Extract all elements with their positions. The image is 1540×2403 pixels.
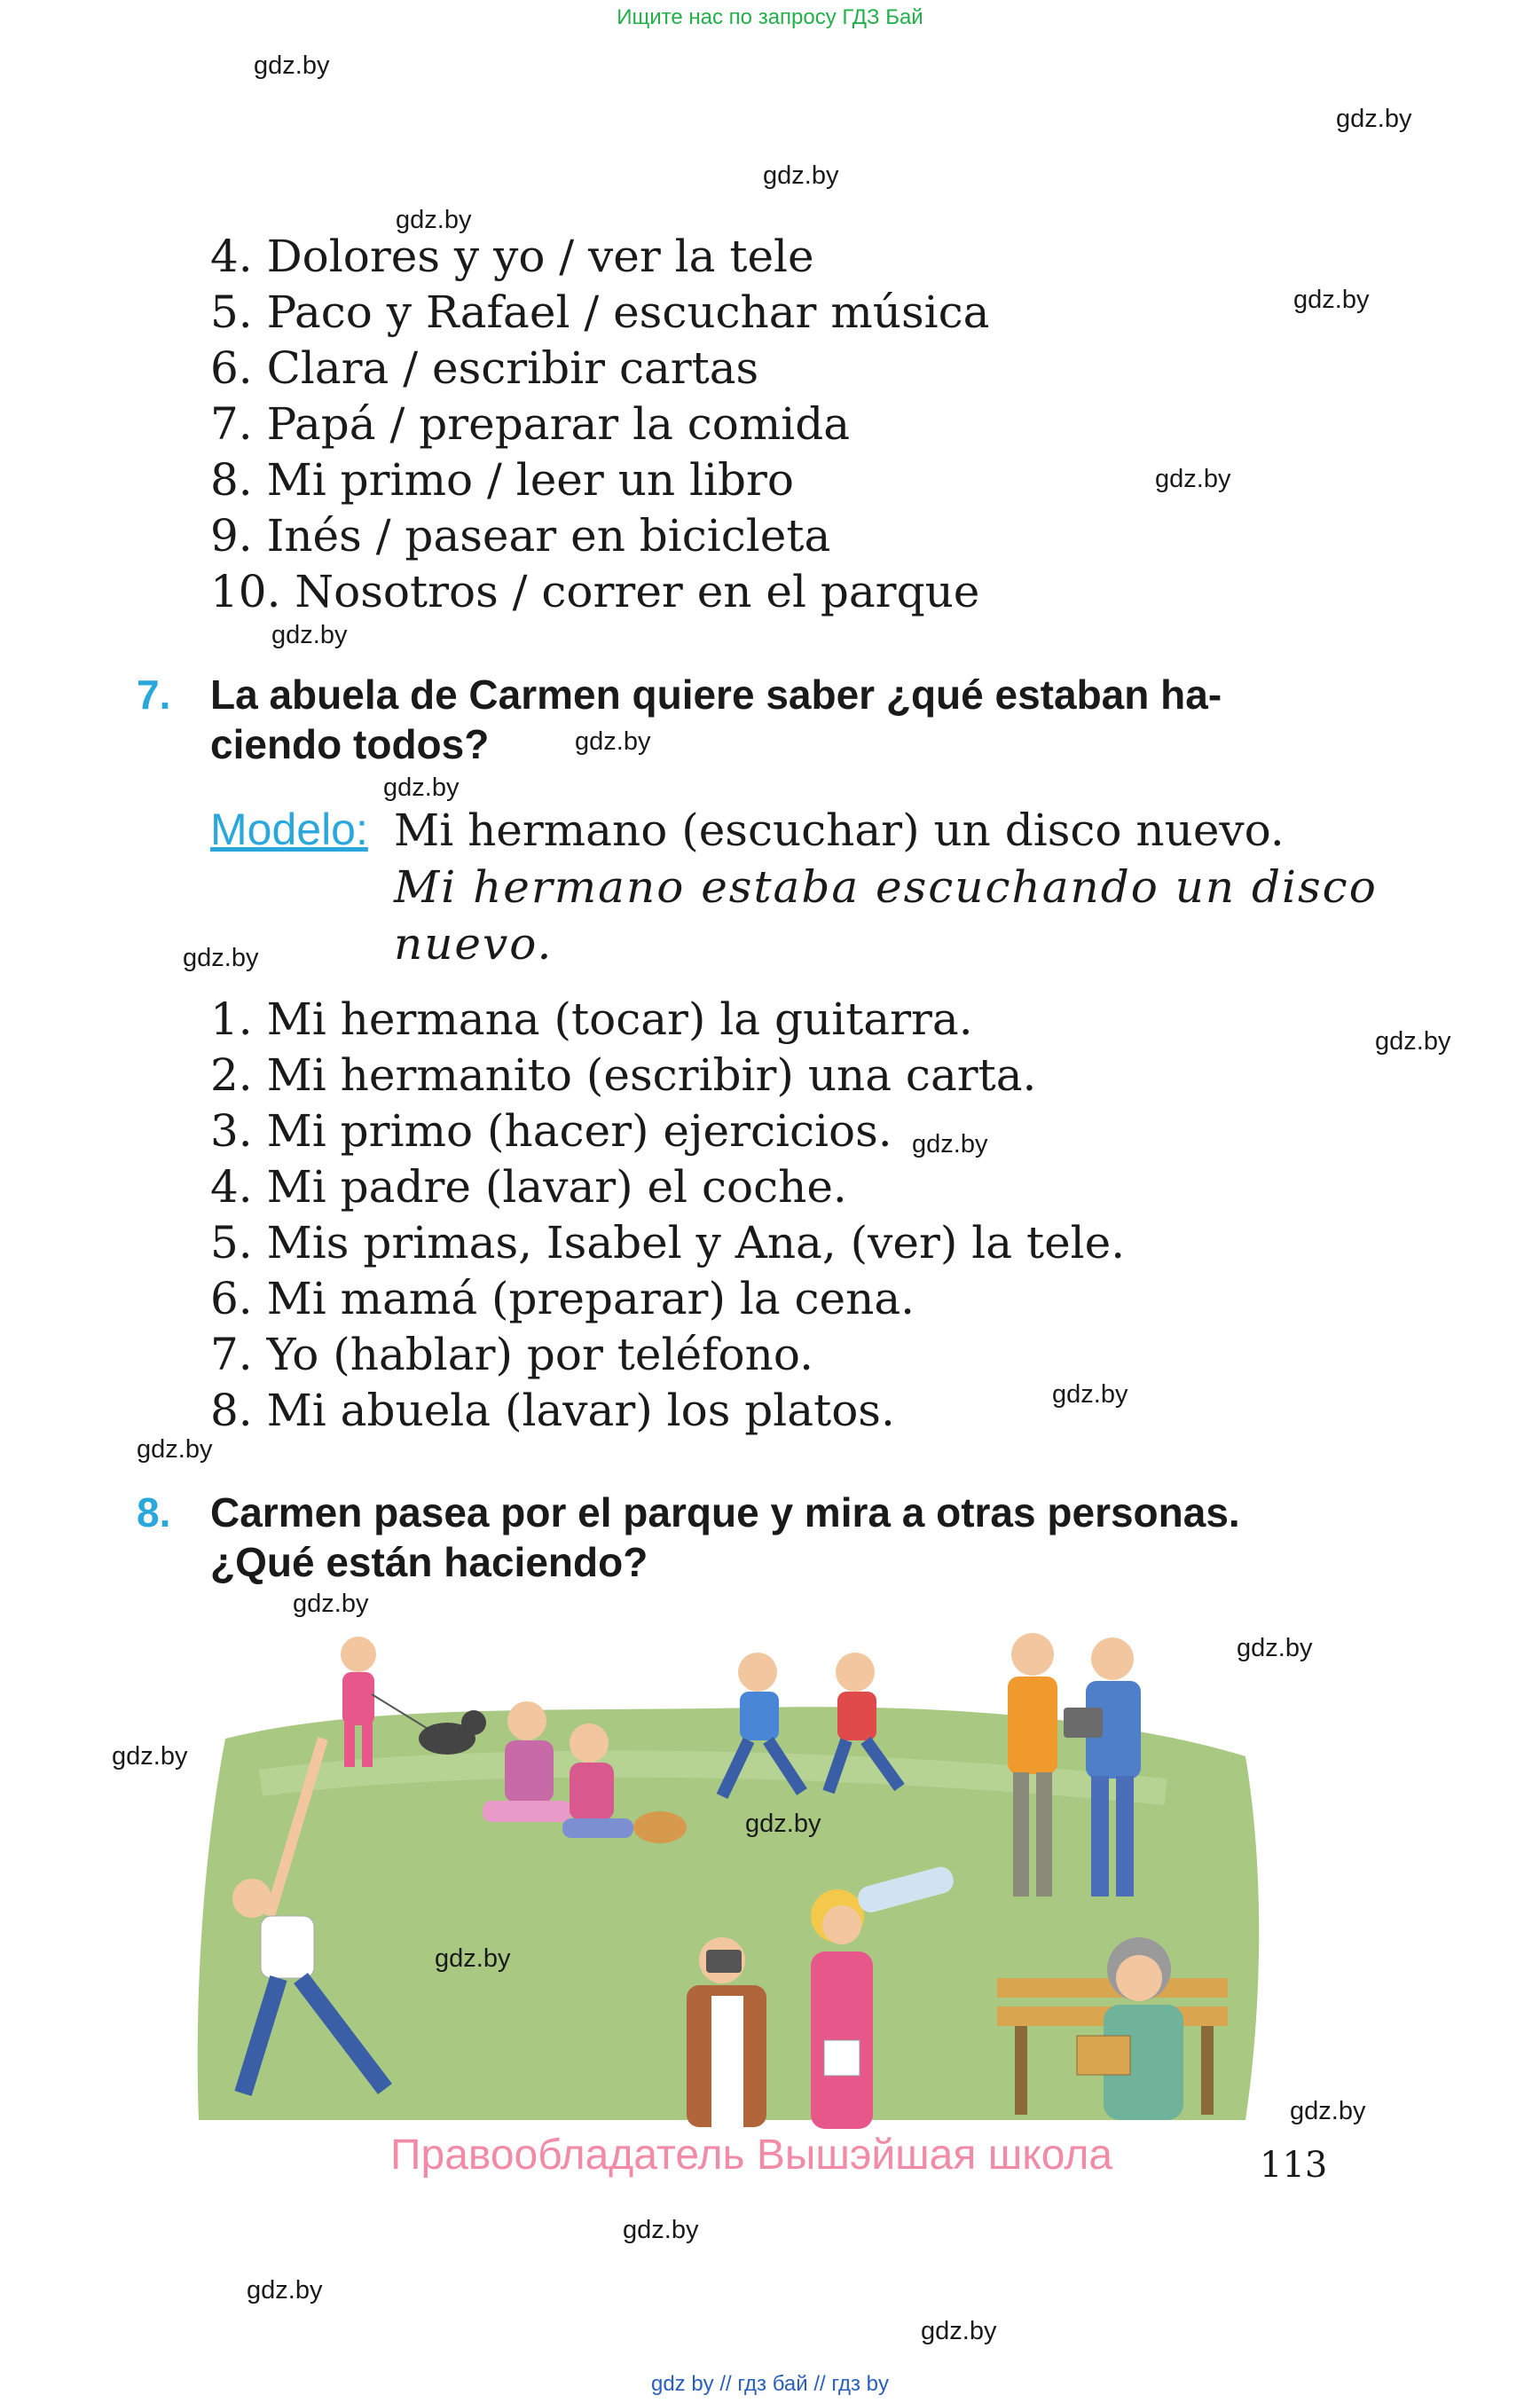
exercise-7-title-line2: ciendo todos? <box>210 721 490 767</box>
copyright-holder: Правообладатель Вышэйшая школа <box>390 2132 1113 2179</box>
list-item: 5. Mis primas, Isabel y Ana, (ver) la tele. <box>210 1217 1126 1268</box>
watermark: gdz.by <box>293 1590 369 1618</box>
watermark: gdz.by <box>623 2216 699 2244</box>
search-note: Ищите нас по запросу ГДЗ Бай <box>617 5 923 29</box>
exercise-7-number: 7. <box>137 671 171 718</box>
model-label: Modelo: <box>210 805 368 854</box>
exercise-8-title-line2: ¿Qué están haciendo? <box>210 1539 648 1585</box>
watermark: gdz.by <box>247 2276 323 2305</box>
model-sentence: Mi hermano (escuchar) un disco nuevo. <box>394 805 1285 856</box>
watermark: gdz.by <box>1293 286 1370 314</box>
exercise-7-title-line1: La abuela de Carmen quiere saber ¿qué estaban ha- <box>210 671 1222 718</box>
watermark: gdz.by <box>1155 465 1231 493</box>
watermark: gdz.by <box>435 1944 511 1973</box>
list-item: 9. Inés / pasear en bicicleta <box>210 510 831 561</box>
exercise-8-title <box>210 1488 1240 1587</box>
list-item: 8. Mi primo / leer un libro <box>210 454 794 506</box>
watermark: gdz.by <box>921 2317 997 2345</box>
watermark: gdz.by <box>575 727 651 756</box>
watermark: gdz.by <box>271 621 348 649</box>
watermark: gdz.by <box>383 774 460 802</box>
list-item: 7. Papá / preparar la comida <box>210 398 851 450</box>
park-illustration <box>190 1623 1272 2129</box>
watermark: gdz.by <box>912 1130 988 1158</box>
model-answer-line2: nuevo. <box>394 918 554 970</box>
exercise-8-title-line1: Carmen pasea por el parque y mira a otras personas. <box>210 1489 1240 1535</box>
watermark: gdz.by <box>1336 105 1412 133</box>
footer-links[interactable]: gdz by // гдз бай // гдз by <box>650 2372 890 2396</box>
list-item: 1. Mi hermana (tocar) la guitarra. <box>210 993 973 1045</box>
watermark: gdz.by <box>137 1435 213 1464</box>
watermark: gdz.by <box>1290 2097 1366 2125</box>
list-item: 7. Yo (hablar) por teléfono. <box>210 1329 813 1380</box>
watermark: gdz.by <box>763 161 839 190</box>
list-item: 5. Paco y Rafael / escuchar música <box>210 287 990 338</box>
list-item: 4. Dolores y yo / ver la tele <box>210 231 814 282</box>
list-item: 2. Mi hermanito (escribir) una carta. <box>210 1049 1037 1101</box>
list-item: 3. Mi primo (hacer) ejercicios. <box>210 1105 892 1157</box>
list-item: 10. Nosotros / correr en el parque <box>210 566 980 617</box>
watermark: gdz.by <box>396 206 472 234</box>
exercise-7-items <box>210 992 1125 1439</box>
model-answer-line1: Mi hermano estaba escuchando un disco <box>394 861 1378 913</box>
watermark: gdz.by <box>1237 1634 1313 1662</box>
watermark: gdz.by <box>112 1742 188 1771</box>
model-answer <box>394 859 1378 972</box>
watermark: gdz.by <box>745 1810 821 1838</box>
list-item: 6. Mi mamá (preparar) la cena. <box>210 1273 915 1324</box>
continued-list <box>210 229 989 620</box>
watermark: gdz.by <box>1052 1380 1128 1409</box>
list-item: 6. Clara / escribir cartas <box>210 342 759 394</box>
exercise-8-number: 8. <box>137 1489 171 1535</box>
exercise-7-title <box>210 670 1222 769</box>
list-item: 8. Mi abuela (lavar) los platos. <box>210 1385 895 1436</box>
watermark: gdz.by <box>254 51 330 80</box>
watermark: gdz.by <box>183 944 259 972</box>
page-number: 113 <box>1260 2145 1328 2186</box>
watermark: gdz.by <box>1375 1027 1451 1056</box>
list-item: 4. Mi padre (lavar) el coche. <box>210 1161 847 1213</box>
